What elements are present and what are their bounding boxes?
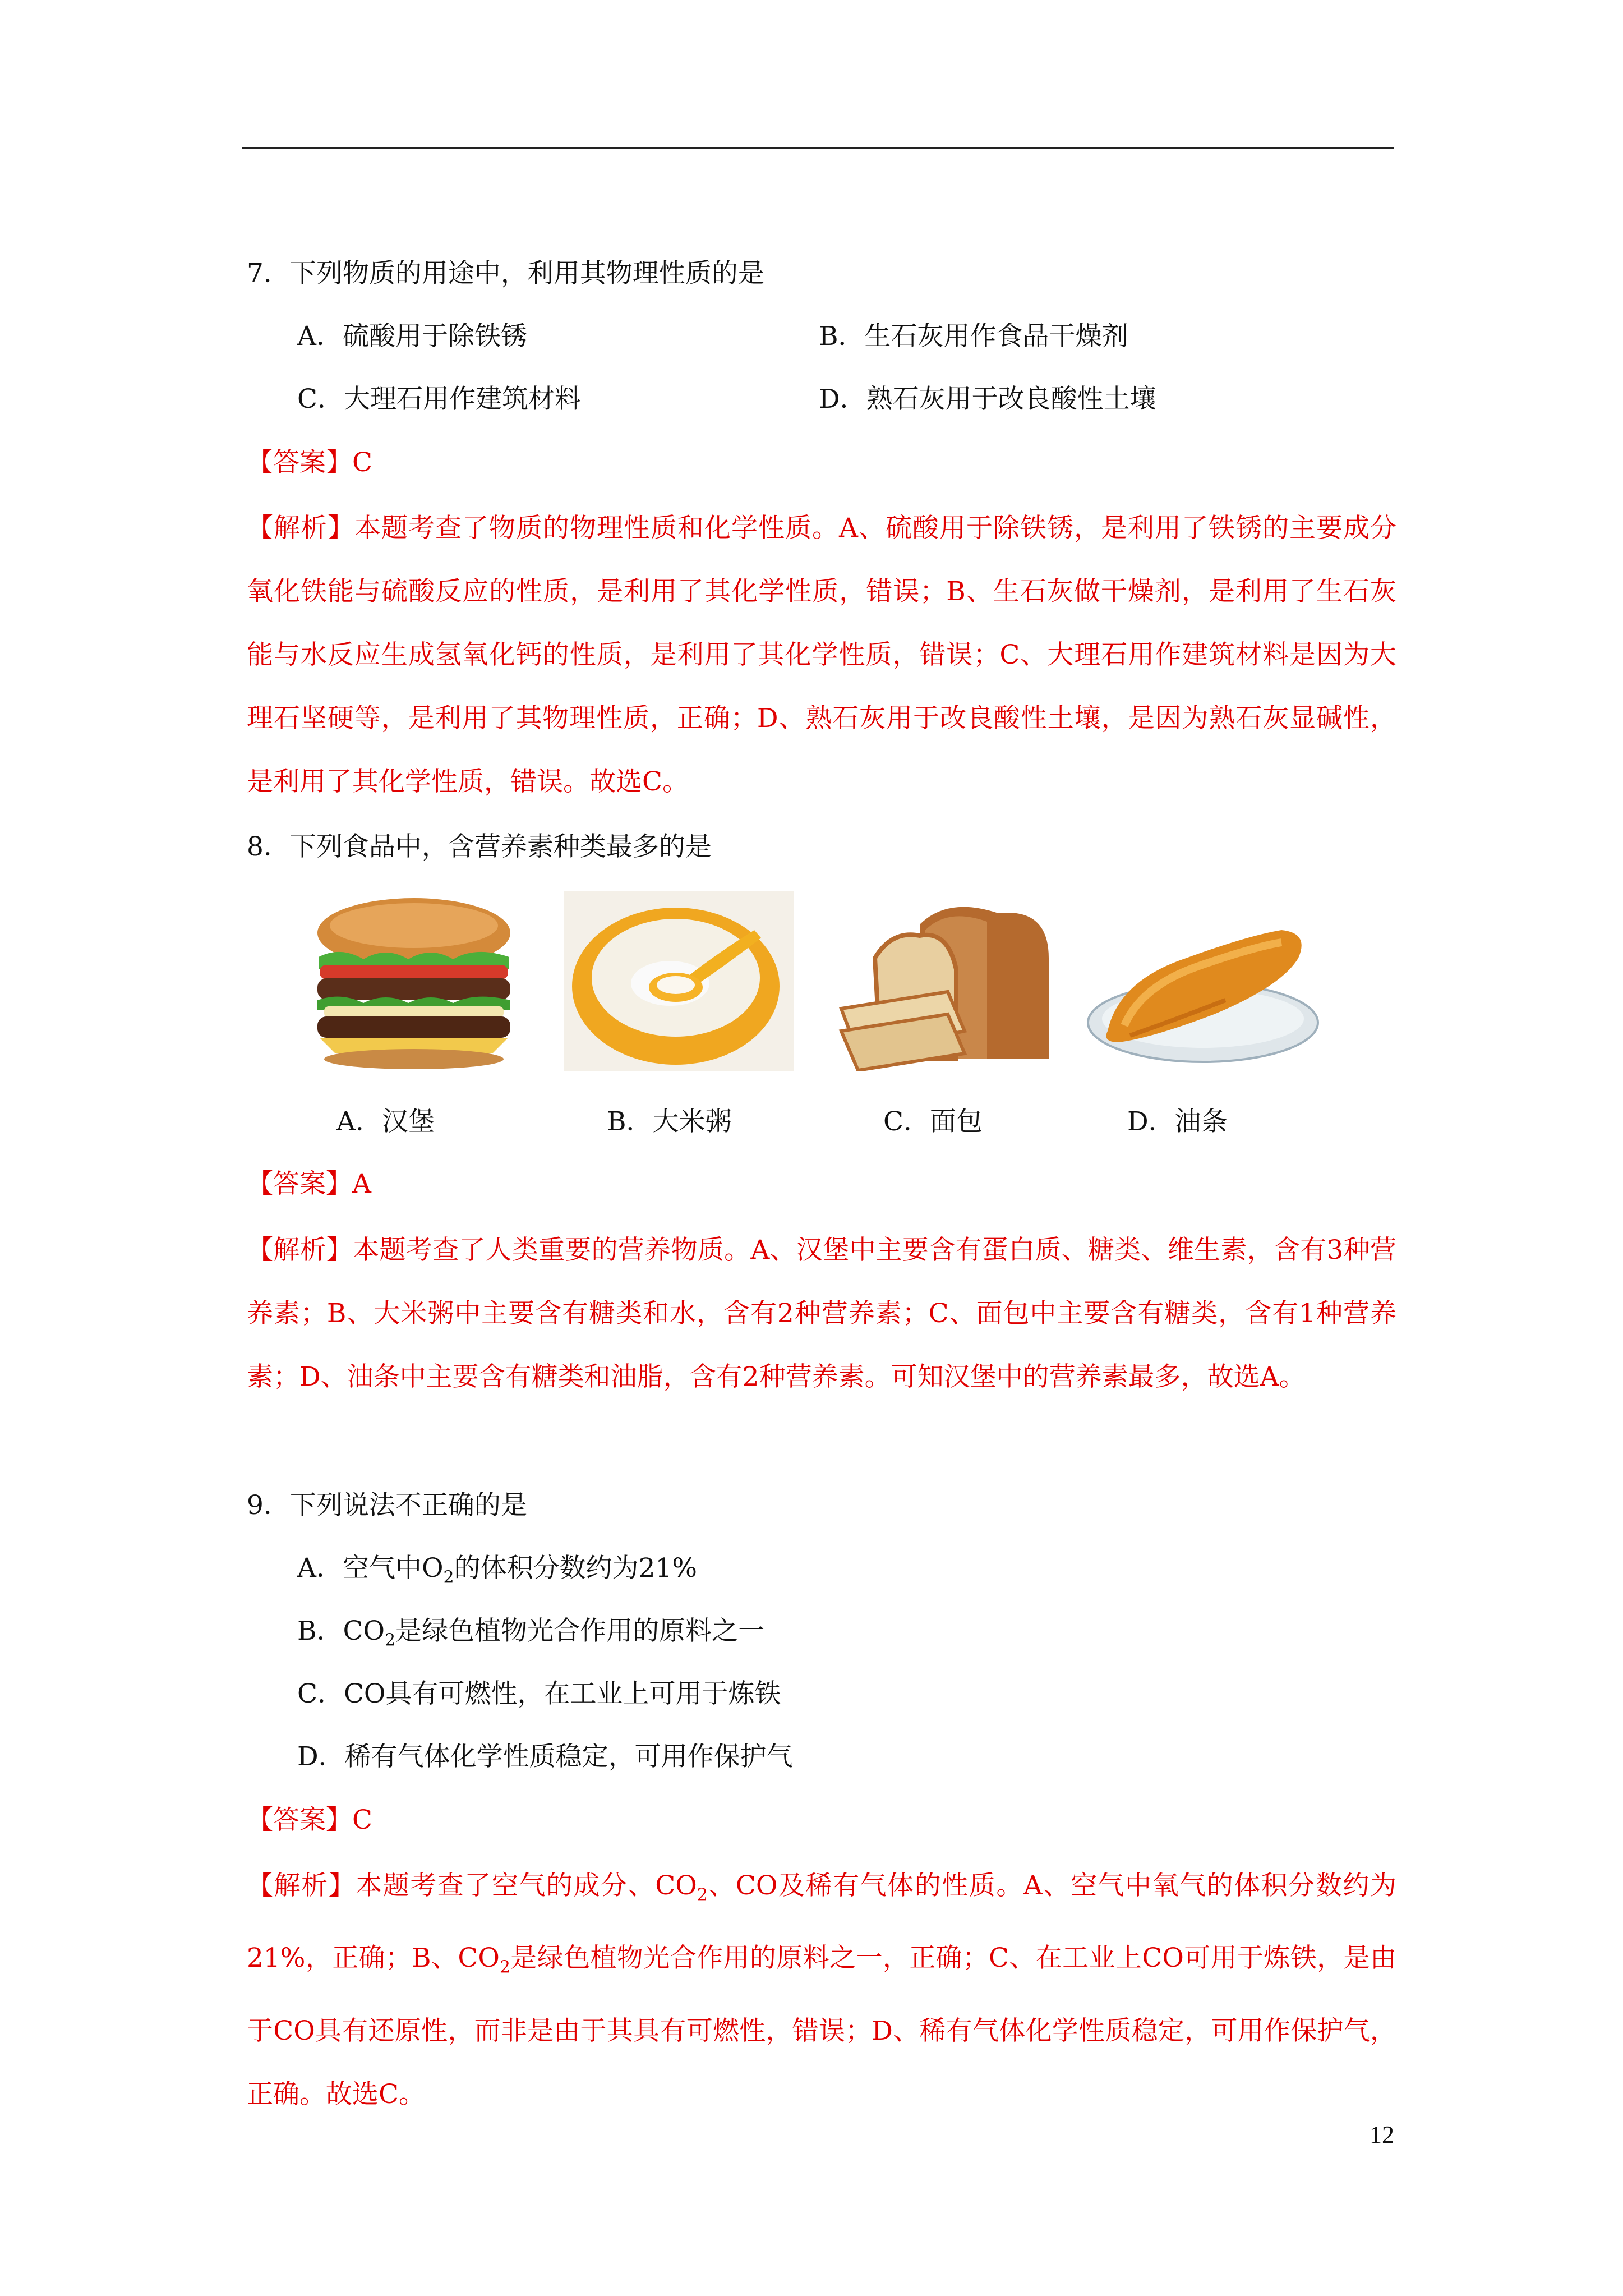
q9-option-a: A．空气中$O_2$的体积分数约为21% bbox=[297, 1553, 698, 1588]
q8-option-d: D．油条 bbox=[1127, 1106, 1228, 1137]
q7-option-b: B．生石灰用作食品干燥剂 bbox=[819, 321, 1128, 352]
q7-option-a: A．硫酸用于除铁锈 bbox=[297, 321, 527, 352]
q7-answer: 【答案】C bbox=[247, 447, 372, 478]
page-number: 12 bbox=[1370, 2121, 1394, 2148]
q8-analysis: 【解析】本题考查了人类重要的营养物质。A、汉堡中主要含有蛋白质、糖类、维生素，含有3种营养素；B、大米粥中主要含有糖类和水，含有2种营养素；C、面包中主要含有糖类，含有1种营养素；D、油条中主要含有糖类和油脂，含有2种营养素。可知汉堡中的营养素最多，故选A。 bbox=[247, 1235, 1396, 1392]
q9-option-c: C．CO具有可燃性，在工业上可用于炼铁 bbox=[297, 1678, 781, 1709]
q9-option-b: B．$CO_2$是绿色植物光合作用的原料之一 bbox=[297, 1616, 765, 1650]
q9-analysis: 【解析】本题考查了空气的成分、$CO_2$、CO及稀有气体的性质。A、空气中氧气的体积分数约为21%，正确；B、$CO_2$是绿色植物光合作用的原料之一，正确；C、在工业上CO可用于炼铁，是由于CO具有还原性，而非是由于其具有可燃性，错误；D、稀有气体化学性质稳定，可用作保护气，正确。故选C。 bbox=[247, 1870, 1396, 2110]
hamburger-image bbox=[307, 891, 520, 1071]
fried-dough-stick-image bbox=[1085, 891, 1321, 1071]
q8-option-b: B．大米粥 bbox=[607, 1106, 732, 1137]
q8-option-c: C．面包 bbox=[883, 1106, 983, 1137]
q8-answer: 【答案】A bbox=[247, 1168, 371, 1199]
q7-stem: 7．下列物质的用途中，利用其物理性质的是 bbox=[247, 258, 764, 289]
q8-option-a: A．汉堡 bbox=[336, 1106, 435, 1137]
q7-analysis: 【解析】本题考查了物质的物理性质和化学性质。A、硫酸用于除铁锈，是利用了铁锈的主要成分氧化铁能与硫酸反应的性质，是利用了其化学性质，错误；B、生石灰做干燥剂，是利用了生石灰能与水反应生成氢氧化钙的性质，是利用了其化学性质，错误；C、大理石用作建筑材料是因为大理石坚硬等，是利用了其物理性质，正确；D、熟石灰用于改良酸性土壤，是因为熟石灰显碱性，是利用了其化学性质，错误。故选C。 bbox=[247, 513, 1396, 797]
q7-option-c: C．大理石用作建筑材料 bbox=[297, 384, 581, 415]
q7-option-d: D．熟石灰用于改良酸性土壤 bbox=[819, 384, 1156, 415]
q8-stem: 8．下列食品中，含营养素种类最多的是 bbox=[247, 831, 712, 862]
q9-answer: 【答案】C bbox=[247, 1805, 372, 1835]
bread-image bbox=[836, 891, 1060, 1071]
q9-stem: 9．下列说法不正确的是 bbox=[247, 1490, 527, 1521]
rice-porridge-image bbox=[564, 891, 794, 1071]
q9-option-d: D．稀有气体化学性质稳定，可用作保护气 bbox=[297, 1741, 793, 1772]
header-rule bbox=[242, 147, 1394, 149]
